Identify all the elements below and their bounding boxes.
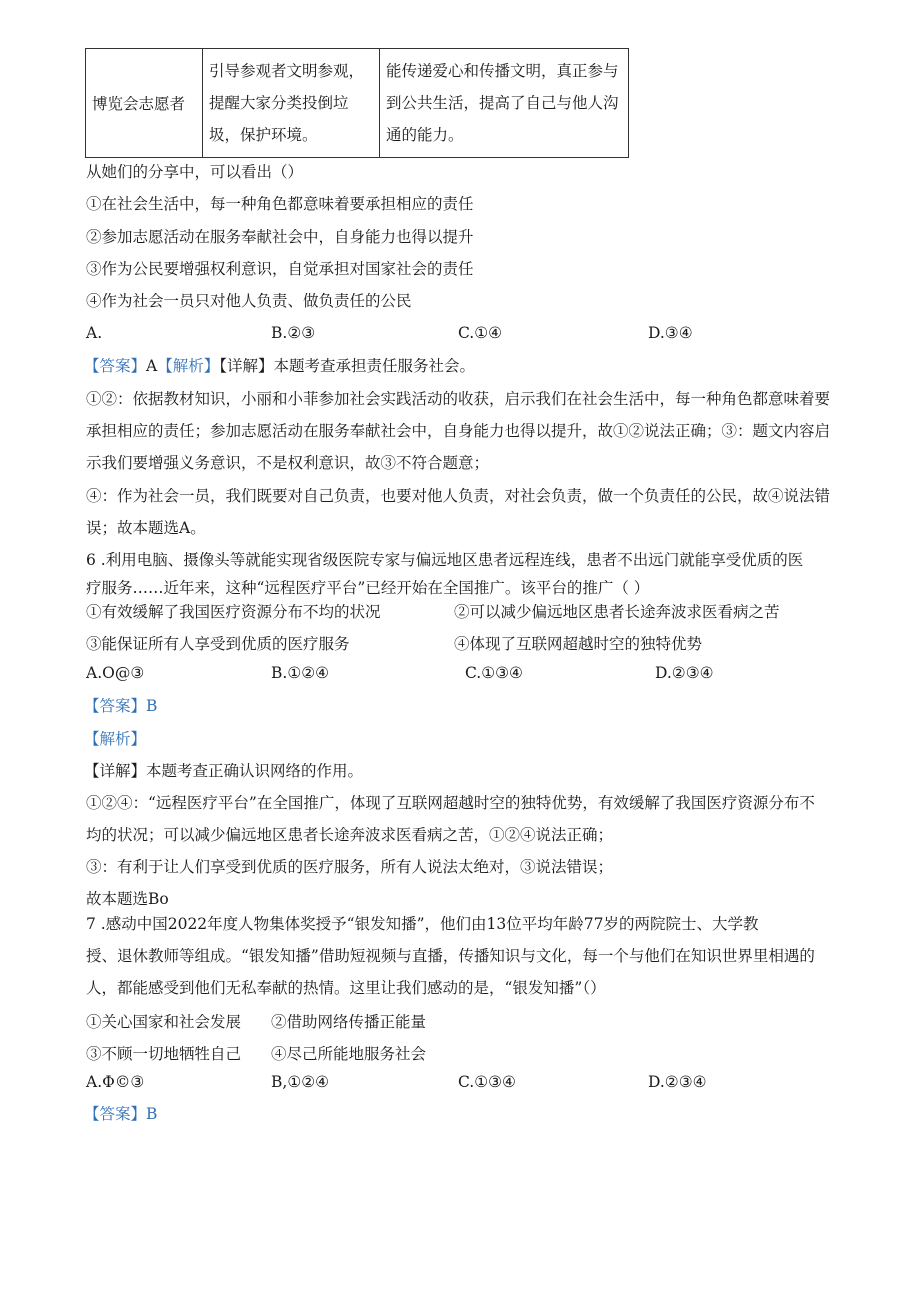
q6-answer: 【答案】B bbox=[84, 697, 158, 715]
q6-explain-1: ①②④：“远程医疗平台”在全国推广，体现了互联网超越时空的独特优势，有效缓解了我国医疗资源分布不 bbox=[86, 794, 815, 812]
q5-explain-1: ①②：依据教材知识，小丽和小菲参加社会实践活动的收获，启示我们在社会生活中，每一种角色都意味着要 bbox=[86, 390, 831, 408]
q5-option-a: A. bbox=[86, 324, 103, 342]
q7-stem-1: 7 .感动中国2022年度人物集体奖授予“银发知播”，他们由13位平均年龄77岁的两院院士、大学教 bbox=[86, 915, 759, 933]
q5-answer-line bbox=[84, 356, 475, 376]
q7-answer: 【答案】B bbox=[84, 1105, 158, 1123]
q7-item-4: ④尽己所能地服务社会 bbox=[271, 1045, 427, 1063]
q5-item-1: ①在社会生活中，每一种角色都意味着要承担相应的责任 bbox=[86, 195, 474, 213]
q6-stem-2: 疗服务……近年来，这种“远程医疗平台”已经开始在全国推广。该平台的推广（ ） bbox=[86, 579, 650, 597]
answer-value: A bbox=[146, 357, 158, 375]
q6-option-a: A.O@③ bbox=[86, 664, 145, 682]
q6-option-c: C.①③④ bbox=[465, 664, 523, 682]
q7-option-b: B,①②④ bbox=[271, 1073, 330, 1091]
q6-option-b: B.①②④ bbox=[271, 664, 330, 682]
volunteer-table bbox=[85, 48, 629, 158]
q5-explain-5: 误；故本题选A。 bbox=[86, 519, 206, 537]
q7-item-2: ②借助网络传播正能量 bbox=[271, 1013, 427, 1031]
q7-item-3: ③不顾一切地牺牲自己 bbox=[86, 1045, 242, 1063]
q7-stem-2: 授、退休教师等组成。“银发知播”借助短视频与直播，传播知识与文化，每一个与他们在知识世界里相遇的 bbox=[86, 947, 815, 965]
q5-explain-2: 承担相应的责任；参加志愿活动在服务奉献社会中，自身能力也得以提升，故①②说法正确；③：题文内容启 bbox=[86, 422, 831, 440]
analysis-tag: 【解析】 bbox=[157, 357, 220, 375]
q6-analysis: 【解析】 bbox=[84, 730, 147, 748]
q5-option-d: D.③④ bbox=[648, 324, 693, 342]
q6-stem-1: 6 .利用电脑、摄像头等就能实现省级医院专家与偏远地区患者远程连线，患者不出远门就能享受优质的医 bbox=[86, 551, 804, 569]
q6-explain-4: 故本题选Bo bbox=[86, 890, 169, 908]
q7-item-1: ①关心国家和社会发展 bbox=[86, 1013, 242, 1031]
gain-cell: 能传递爱心和传播文明，真正参与到公共生活，提高了自己与他人沟通的能力。 bbox=[380, 49, 629, 158]
q5-item-4: ④作为社会一员只对他人负责、做负责任的公民 bbox=[86, 292, 412, 310]
q5-option-c: C.①④ bbox=[458, 324, 503, 342]
q5-explain-4: ④：作为社会一员，我们既要对自己负责，也要对他人负责，对社会负责，做一个负责任的公民，故④说法错 bbox=[86, 487, 831, 505]
q6-explain-2: 均的状况；可以减少偏远地区患者长途奔波求医看病之苦，①②④说法正确； bbox=[86, 826, 614, 844]
q6-item-3: ③能保证所有人享受到优质的医疗服务 bbox=[86, 635, 350, 653]
activity-cell: 引导参观者文明参观，提醒大家分类投倒垃圾，保护环境。 bbox=[203, 49, 380, 158]
q6-detail: 【详解】本题考查正确认识网络的作用。 bbox=[84, 762, 364, 780]
q6-item-4: ④体现了互联网超越时空的独特优势 bbox=[454, 635, 703, 653]
q5-item-2: ②参加志愿活动在服务奉献社会中，自身能力也得以提升 bbox=[86, 228, 474, 246]
role-cell: 博览会志愿者 bbox=[86, 49, 203, 158]
q6-option-d: D.②③④ bbox=[655, 664, 714, 682]
detail-text: 【详解】本题考查承担责任服务社会。 bbox=[219, 357, 475, 375]
q7-option-d: D.②③④ bbox=[648, 1073, 707, 1091]
q7-option-a: A.Φ©③ bbox=[86, 1073, 145, 1091]
table-row bbox=[86, 49, 629, 158]
q5-option-b: B.②③ bbox=[271, 324, 316, 342]
q7-option-c: C.①③④ bbox=[458, 1073, 516, 1091]
q6-item-2: ②可以减少偏远地区患者长途奔波求医看病之苦 bbox=[454, 603, 780, 621]
q7-stem-3: 人，都能感受到他们无私奉献的热情。这里让我们感动的是，“银发知播”（） bbox=[86, 979, 606, 997]
q5-stem: 从她们的分享中，可以看出（） bbox=[86, 163, 304, 181]
q6-item-1: ①有效缓解了我国医疗资源分布不均的状况 bbox=[86, 603, 381, 621]
q5-explain-3: 示我们要增强义务意识，不是权利意识，故③不符合题意； bbox=[86, 454, 490, 472]
q6-explain-3: ③：有利于让人们享受到优质的医疗服务，所有人说法太绝对，③说法错误； bbox=[86, 858, 614, 876]
q5-item-3: ③作为公民要增强权利意识，自觉承担对国家社会的责任 bbox=[86, 260, 474, 278]
answer-tag: 【答案】 bbox=[84, 357, 147, 375]
